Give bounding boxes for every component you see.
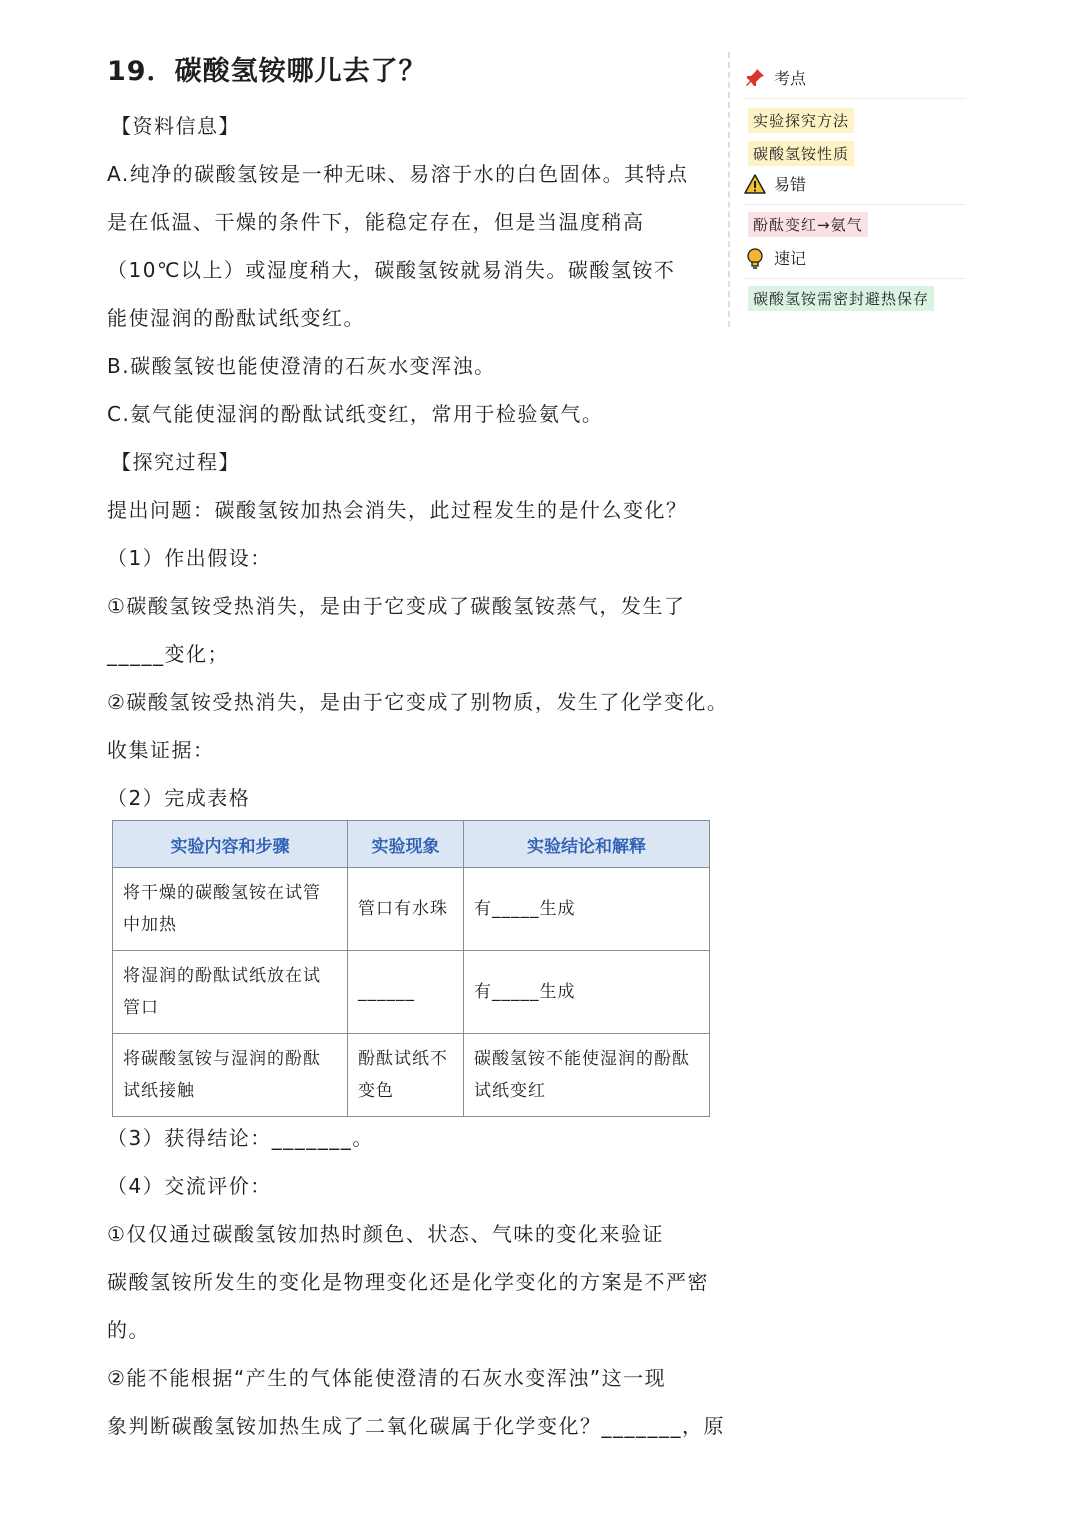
text-line: 提出问题：碳酸氢铵加热会消失，此过程发生的是什么变化？ (107, 498, 688, 522)
table-header-row (113, 821, 710, 868)
kaodian-header (744, 66, 806, 89)
section-heading-process: 【探究过程】 (111, 450, 240, 474)
warning-icon (744, 173, 766, 195)
table-cell: 碳酸氢铵不能使湿润的酚酞试纸变红 (464, 1034, 710, 1117)
experiment-table (112, 820, 710, 1117)
text-line: （1）作出假设： (107, 546, 272, 570)
text-line: （4）交流评价： (107, 1174, 272, 1198)
table-header-cell: 实验内容和步骤 (113, 821, 348, 868)
question-title: 19．碳酸氢铵哪儿去了？ (107, 56, 427, 87)
table-row (113, 1034, 710, 1117)
text-line: ②碳酸氢铵受热消失，是由于它变成了别物质，发生了化学变化。 (107, 690, 729, 714)
yicuo-header (744, 172, 806, 195)
text-line: 是在低温、干燥的条件下，能稳定存在，但是当温度稍高 (107, 210, 645, 234)
kaodian-tag: 碳酸氢铵性质 (748, 141, 854, 166)
suji-label: 速记 (774, 249, 807, 268)
question-content (107, 52, 729, 822)
table-row (113, 951, 710, 1034)
suji-tag: 碳酸氢铵需密封避热保存 (748, 286, 934, 311)
text-line: A.纯净的碳酸氢铵是一种无味、易溶于水的白色固体。其特点 (107, 162, 689, 186)
suji-header (744, 246, 806, 269)
table-cell: 酚酞试纸不变色 (348, 1034, 464, 1117)
text-line: _____变化； (107, 642, 229, 666)
table-cell: 有_____生成 (464, 951, 710, 1034)
text-line: 碳酸氢铵所发生的变化是物理变化还是化学变化的方案是不严密 (107, 1270, 709, 1294)
kaodian-tag: 实验探究方法 (748, 108, 854, 133)
table-cell: 将湿润的酚酞试纸放在试管口 (113, 951, 348, 1034)
text-line: （2）完成表格 (107, 786, 251, 810)
text-line: （10℃以上）或湿度稍大，碳酸氢铵就易消失。碳酸氢铵不 (107, 258, 676, 282)
table-cell: 将碳酸氢铵与湿润的酚酞试纸接触 (113, 1034, 348, 1117)
divider (744, 98, 966, 99)
text-line: ①碳酸氢铵受热消失，是由于它变成了碳酸氢铵蒸气，发生了 (107, 594, 686, 618)
divider (744, 278, 966, 279)
divider (744, 204, 966, 205)
text-line: 的。 (107, 1318, 150, 1342)
pushpin-icon (744, 67, 766, 89)
table-cell: 有_____生成 (464, 868, 710, 951)
question-continuation (107, 1114, 725, 1450)
table-cell: 将干燥的碳酸氢铵在试管中加热 (113, 868, 348, 951)
text-line: C.氨气能使湿润的酚酞试纸变红，常用于检验氨气。 (107, 402, 604, 426)
text-line: ①仅仅通过碳酸氢铵加热时颜色、状态、气味的变化来验证 (107, 1222, 664, 1246)
table-cell: 管口有水珠 (348, 868, 464, 951)
table-header-cell: 实验现象 (348, 821, 464, 868)
text-line: 收集证据： (107, 738, 215, 762)
text-line: 能使湿润的酚酞试纸变红。 (107, 306, 365, 330)
yicuo-label: 易错 (774, 175, 807, 194)
text-line: ②能不能根据“产生的气体能使澄清的石灰水变浑浊”这一现 (107, 1366, 667, 1390)
notes-sidebar (728, 52, 968, 327)
lightbulb-icon (744, 247, 766, 269)
section-heading-info: 【资料信息】 (111, 114, 240, 138)
table-row (113, 868, 710, 951)
text-line: （3）获得结论：_______。 (107, 1126, 374, 1150)
kaodian-label: 考点 (774, 69, 807, 88)
table-header-cell: 实验结论和解释 (464, 821, 710, 868)
text-line: B.碳酸氢铵也能使澄清的石灰水变浑浊。 (107, 354, 496, 378)
text-line: 象判断碳酸氢铵加热生成了二氧化碳属于化学变化？_______，原 (107, 1414, 725, 1438)
question-body (107, 102, 729, 822)
table-cell: ______ (348, 951, 464, 1034)
yicuo-tag: 酚酞变红→氨气 (748, 212, 868, 237)
